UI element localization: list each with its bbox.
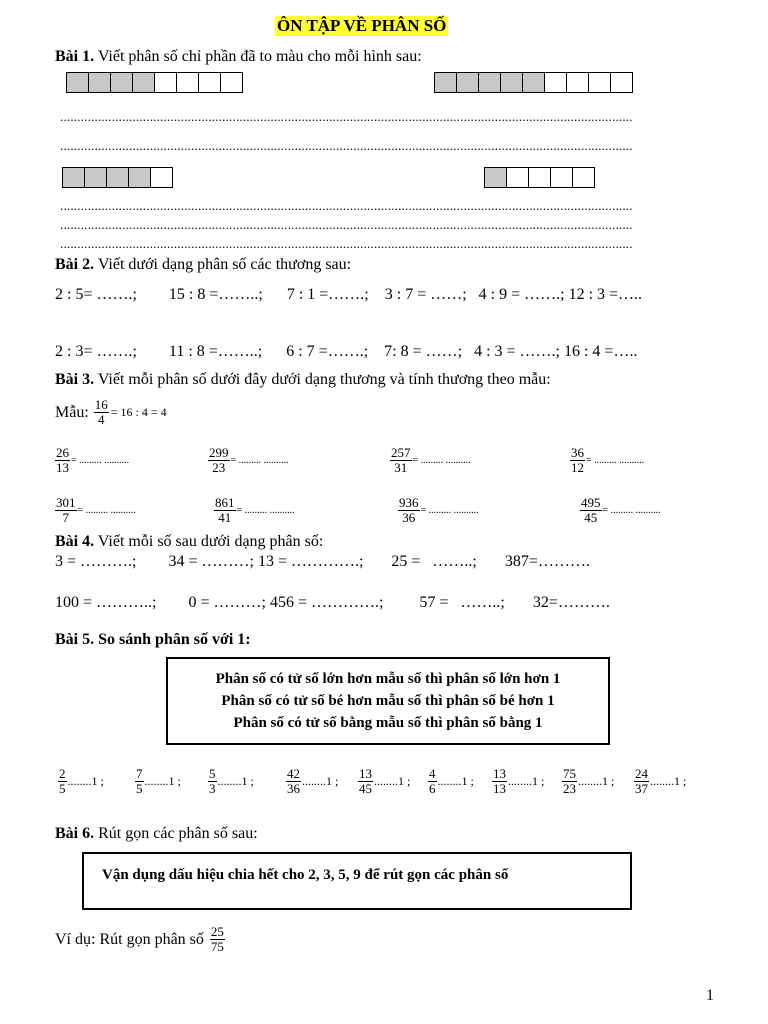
rule-line: Phân số có tử số lớn hơn mẫu số thì phân số lớn hơn 1 — [215, 671, 561, 687]
shaded-cell — [500, 72, 523, 93]
fraction-numerator: 5 — [209, 766, 216, 781]
exercise-2-row-1: 2 : 5= …….; 15 : 8 =……..; 7 : 1 =…….; 3 : 7 = ……; 4 : 9 = …….; 12 : 3 =….. — [55, 286, 643, 303]
exercise-6-label: Bài 6. — [55, 825, 95, 842]
example-label: Ví dụ: Rút gọn phân số — [55, 930, 204, 948]
fraction — [55, 496, 77, 525]
exercise-2-label: Bài 2. — [55, 256, 95, 273]
example-result: = 16 : 4 = 4 — [110, 405, 167, 419]
fraction — [358, 767, 373, 796]
fraction-numerator: 25 — [210, 924, 224, 939]
shaded-cell — [106, 167, 129, 188]
fraction-denominator: 6 — [429, 781, 436, 796]
fraction-exercise-item — [398, 496, 479, 525]
comparison-blank: ........1 ; — [302, 774, 339, 788]
answer-line: ...................................................................................................................................................................... — [60, 109, 633, 124]
comparison-item — [562, 767, 614, 796]
fraction-denominator: 7 — [62, 510, 69, 525]
empty-cell — [528, 167, 551, 188]
exercise-4-instruction: Viết mỗi số sau dưới dạng phân số: — [94, 533, 324, 550]
shaded-cell — [62, 167, 85, 188]
comparison-blank: ........1 ; — [650, 774, 687, 788]
example-row — [55, 925, 225, 954]
comparison-item — [428, 767, 474, 796]
exercise-4-row-2: 100 = ………..; 0 = ………; 456 = ………….; 57 = ……..; 32=………. — [55, 594, 610, 611]
empty-cell — [544, 72, 567, 93]
fraction-exercise-item — [580, 496, 661, 525]
comparison-blank: ........1 ; — [374, 774, 411, 788]
comparison-item — [208, 767, 254, 796]
answer-blank: = ......... .......... — [230, 455, 289, 466]
fraction-denominator: 12 — [571, 460, 584, 475]
fraction — [634, 767, 649, 796]
fraction — [55, 446, 70, 475]
comparison-blank: ........1 ; — [578, 774, 615, 788]
empty-cell — [588, 72, 611, 93]
comparison-blank: ........1 ; — [144, 774, 181, 788]
empty-cell — [154, 72, 177, 93]
comparison-item — [492, 767, 544, 796]
fraction — [492, 767, 507, 796]
fraction — [562, 767, 577, 796]
fraction-numerator: 299 — [209, 445, 229, 460]
shaded-strip-1 — [66, 72, 243, 93]
exercise-1-label: Bài 1. — [55, 48, 95, 65]
fraction-numerator: 861 — [215, 495, 235, 510]
fraction — [580, 496, 602, 525]
comparison-item — [634, 767, 686, 796]
fraction-denominator: 31 — [394, 460, 408, 475]
exercise-1-instruction: Viết phân số chỉ phần đã to màu cho mỗi hình sau: — [94, 48, 422, 65]
example-row — [55, 398, 167, 427]
fraction-denominator: 75 — [210, 939, 224, 954]
comparison-item — [58, 767, 104, 796]
fraction-denominator: 5 — [59, 781, 66, 796]
fraction-denominator: 45 — [359, 781, 372, 796]
empty-cell — [220, 72, 243, 93]
answer-blank: = ......... .......... — [602, 505, 661, 516]
fraction-numerator: 495 — [581, 495, 601, 510]
empty-cell — [610, 72, 633, 93]
fraction-numerator: 75 — [563, 766, 576, 781]
exercise-3-label: Bài 3. — [55, 371, 95, 388]
shaded-cell — [478, 72, 501, 93]
fraction-numerator: 301 — [56, 495, 76, 510]
exercise-4-heading — [55, 532, 323, 552]
answer-line: ...................................................................................................................................................................... — [60, 138, 633, 153]
answer-blank: = ......... .......... — [236, 505, 295, 516]
fraction-denominator: 36 — [402, 510, 416, 525]
shaded-strip-4 — [484, 167, 595, 188]
shaded-cell — [128, 167, 151, 188]
answer-line: ...................................................................................................................................................................... — [60, 217, 633, 232]
exercise-1-heading — [55, 47, 422, 67]
answer-blank: = ......... .......... — [71, 455, 130, 466]
comparison-item — [286, 767, 338, 796]
fraction-numerator: 16 — [94, 397, 108, 412]
shaded-cell — [484, 167, 507, 188]
fraction-denominator: 36 — [287, 781, 300, 796]
fraction — [428, 767, 437, 796]
fraction — [398, 496, 420, 525]
fraction — [208, 446, 230, 475]
fraction-denominator: 41 — [218, 510, 232, 525]
fraction-numerator: 13 — [359, 766, 372, 781]
comparison-blank: ........1 ; — [67, 774, 104, 788]
exercise-2-heading — [55, 255, 351, 275]
example-fraction — [94, 398, 109, 427]
fraction-denominator: 3 — [209, 781, 216, 796]
fraction-numerator: 36 — [571, 445, 584, 460]
shaded-cell — [84, 167, 107, 188]
exercise-4-row-1: 3 = ……….; 34 = ………; 13 = ………….; 25 = ……..; 387=………. — [55, 553, 590, 570]
exercise-3-instruction: Viết mỗi phân số dưới đây dưới dạng thương và tính thương theo mẫu: — [94, 371, 551, 388]
fraction — [390, 446, 412, 475]
empty-cell — [150, 167, 173, 188]
exercise-3-heading — [55, 370, 551, 390]
shaded-cell — [522, 72, 545, 93]
page-number: 1 — [706, 987, 714, 1004]
shaded-cell — [110, 72, 133, 93]
fraction — [214, 496, 236, 525]
fraction-numerator: 936 — [399, 495, 419, 510]
fraction-denominator: 23 — [212, 460, 226, 475]
comparison-blank: ........1 ; — [217, 774, 254, 788]
answer-blank: = ......... .......... — [77, 505, 136, 516]
shaded-cell — [88, 72, 111, 93]
fraction-exercise-item — [390, 446, 471, 475]
example-fraction — [210, 925, 225, 954]
fraction-denominator: 45 — [584, 510, 598, 525]
reduction-rule-box — [82, 852, 632, 910]
fraction — [208, 767, 217, 796]
shaded-cell — [434, 72, 457, 93]
empty-cell — [550, 167, 573, 188]
answer-blank: = ......... .......... — [412, 455, 471, 466]
answer-line: ...................................................................................................................................................................... — [60, 236, 633, 251]
shaded-cell — [132, 72, 155, 93]
rule-line: Phân số có tử số bằng mẫu số thì phân số bằng 1 — [233, 715, 543, 731]
answer-line: ...................................................................................................................................................................... — [60, 198, 633, 213]
fraction-exercise-item — [214, 496, 295, 525]
fraction-numerator: 42 — [287, 766, 300, 781]
fraction-denominator: 4 — [98, 412, 105, 427]
fraction-numerator: 2 — [59, 766, 66, 781]
fraction-denominator: 13 — [56, 460, 69, 475]
exercise-6-instruction: Rút gọn các phân số sau: — [94, 825, 258, 842]
fraction-exercise-item — [55, 446, 129, 475]
empty-cell — [572, 167, 595, 188]
exercise-6-heading — [55, 824, 258, 844]
shaded-cell — [66, 72, 89, 93]
fraction-denominator: 5 — [136, 781, 143, 796]
page-title: ÔN TẬP VỀ PHÂN SỐ — [277, 16, 447, 35]
example-label: Mẫu: — [55, 403, 89, 421]
comparison-item — [358, 767, 410, 796]
comparison-item — [135, 767, 181, 796]
shaded-strip-2 — [434, 72, 633, 93]
empty-cell — [198, 72, 221, 93]
fraction-numerator: 4 — [429, 766, 436, 781]
empty-cell — [566, 72, 589, 93]
fraction — [135, 767, 144, 796]
fraction-numerator: 24 — [635, 766, 648, 781]
exercise-4-label: Bài 4. — [55, 533, 95, 550]
fraction-numerator: 13 — [493, 766, 506, 781]
exercise-5-heading: Bài 5. So sánh phân số với 1: — [55, 631, 251, 648]
fraction-denominator: 23 — [563, 781, 576, 796]
rule-box — [166, 657, 610, 745]
fraction-denominator: 37 — [635, 781, 648, 796]
empty-cell — [506, 167, 529, 188]
shaded-strip-3 — [62, 167, 173, 188]
comparison-blank: ........1 ; — [508, 774, 545, 788]
reduction-rule: Vận dụng dấu hiệu chia hết cho 2, 3, 5, 9 để rút gọn các phân số — [102, 867, 509, 883]
fraction-exercise-item — [208, 446, 289, 475]
exercise-2-instruction: Viết dưới dạng phân số các thương sau: — [94, 256, 352, 273]
exercise-2-row-2: 2 : 3= …….; 11 : 8 =……..; 6 : 7 =…….; 7: 8 = ……; 4 : 3 = …….; 16 : 4 =….. — [55, 343, 638, 360]
fraction-exercise-item — [570, 446, 644, 475]
shaded-cell — [456, 72, 479, 93]
answer-blank: = ......... .......... — [420, 505, 479, 516]
comparison-blank: ........1 ; — [437, 774, 474, 788]
fraction-numerator: 7 — [136, 766, 143, 781]
fraction — [58, 767, 67, 796]
fraction-numerator: 26 — [56, 445, 69, 460]
fraction — [570, 446, 585, 475]
fraction-denominator: 13 — [493, 781, 506, 796]
answer-blank: = ......... .......... — [586, 455, 645, 466]
fraction — [286, 767, 301, 796]
rule-line: Phân số có tử số bé hơn mẫu số thì phân số bé hơn 1 — [221, 693, 555, 709]
fraction-numerator: 257 — [391, 445, 411, 460]
empty-cell — [176, 72, 199, 93]
fraction-exercise-item — [55, 496, 136, 525]
